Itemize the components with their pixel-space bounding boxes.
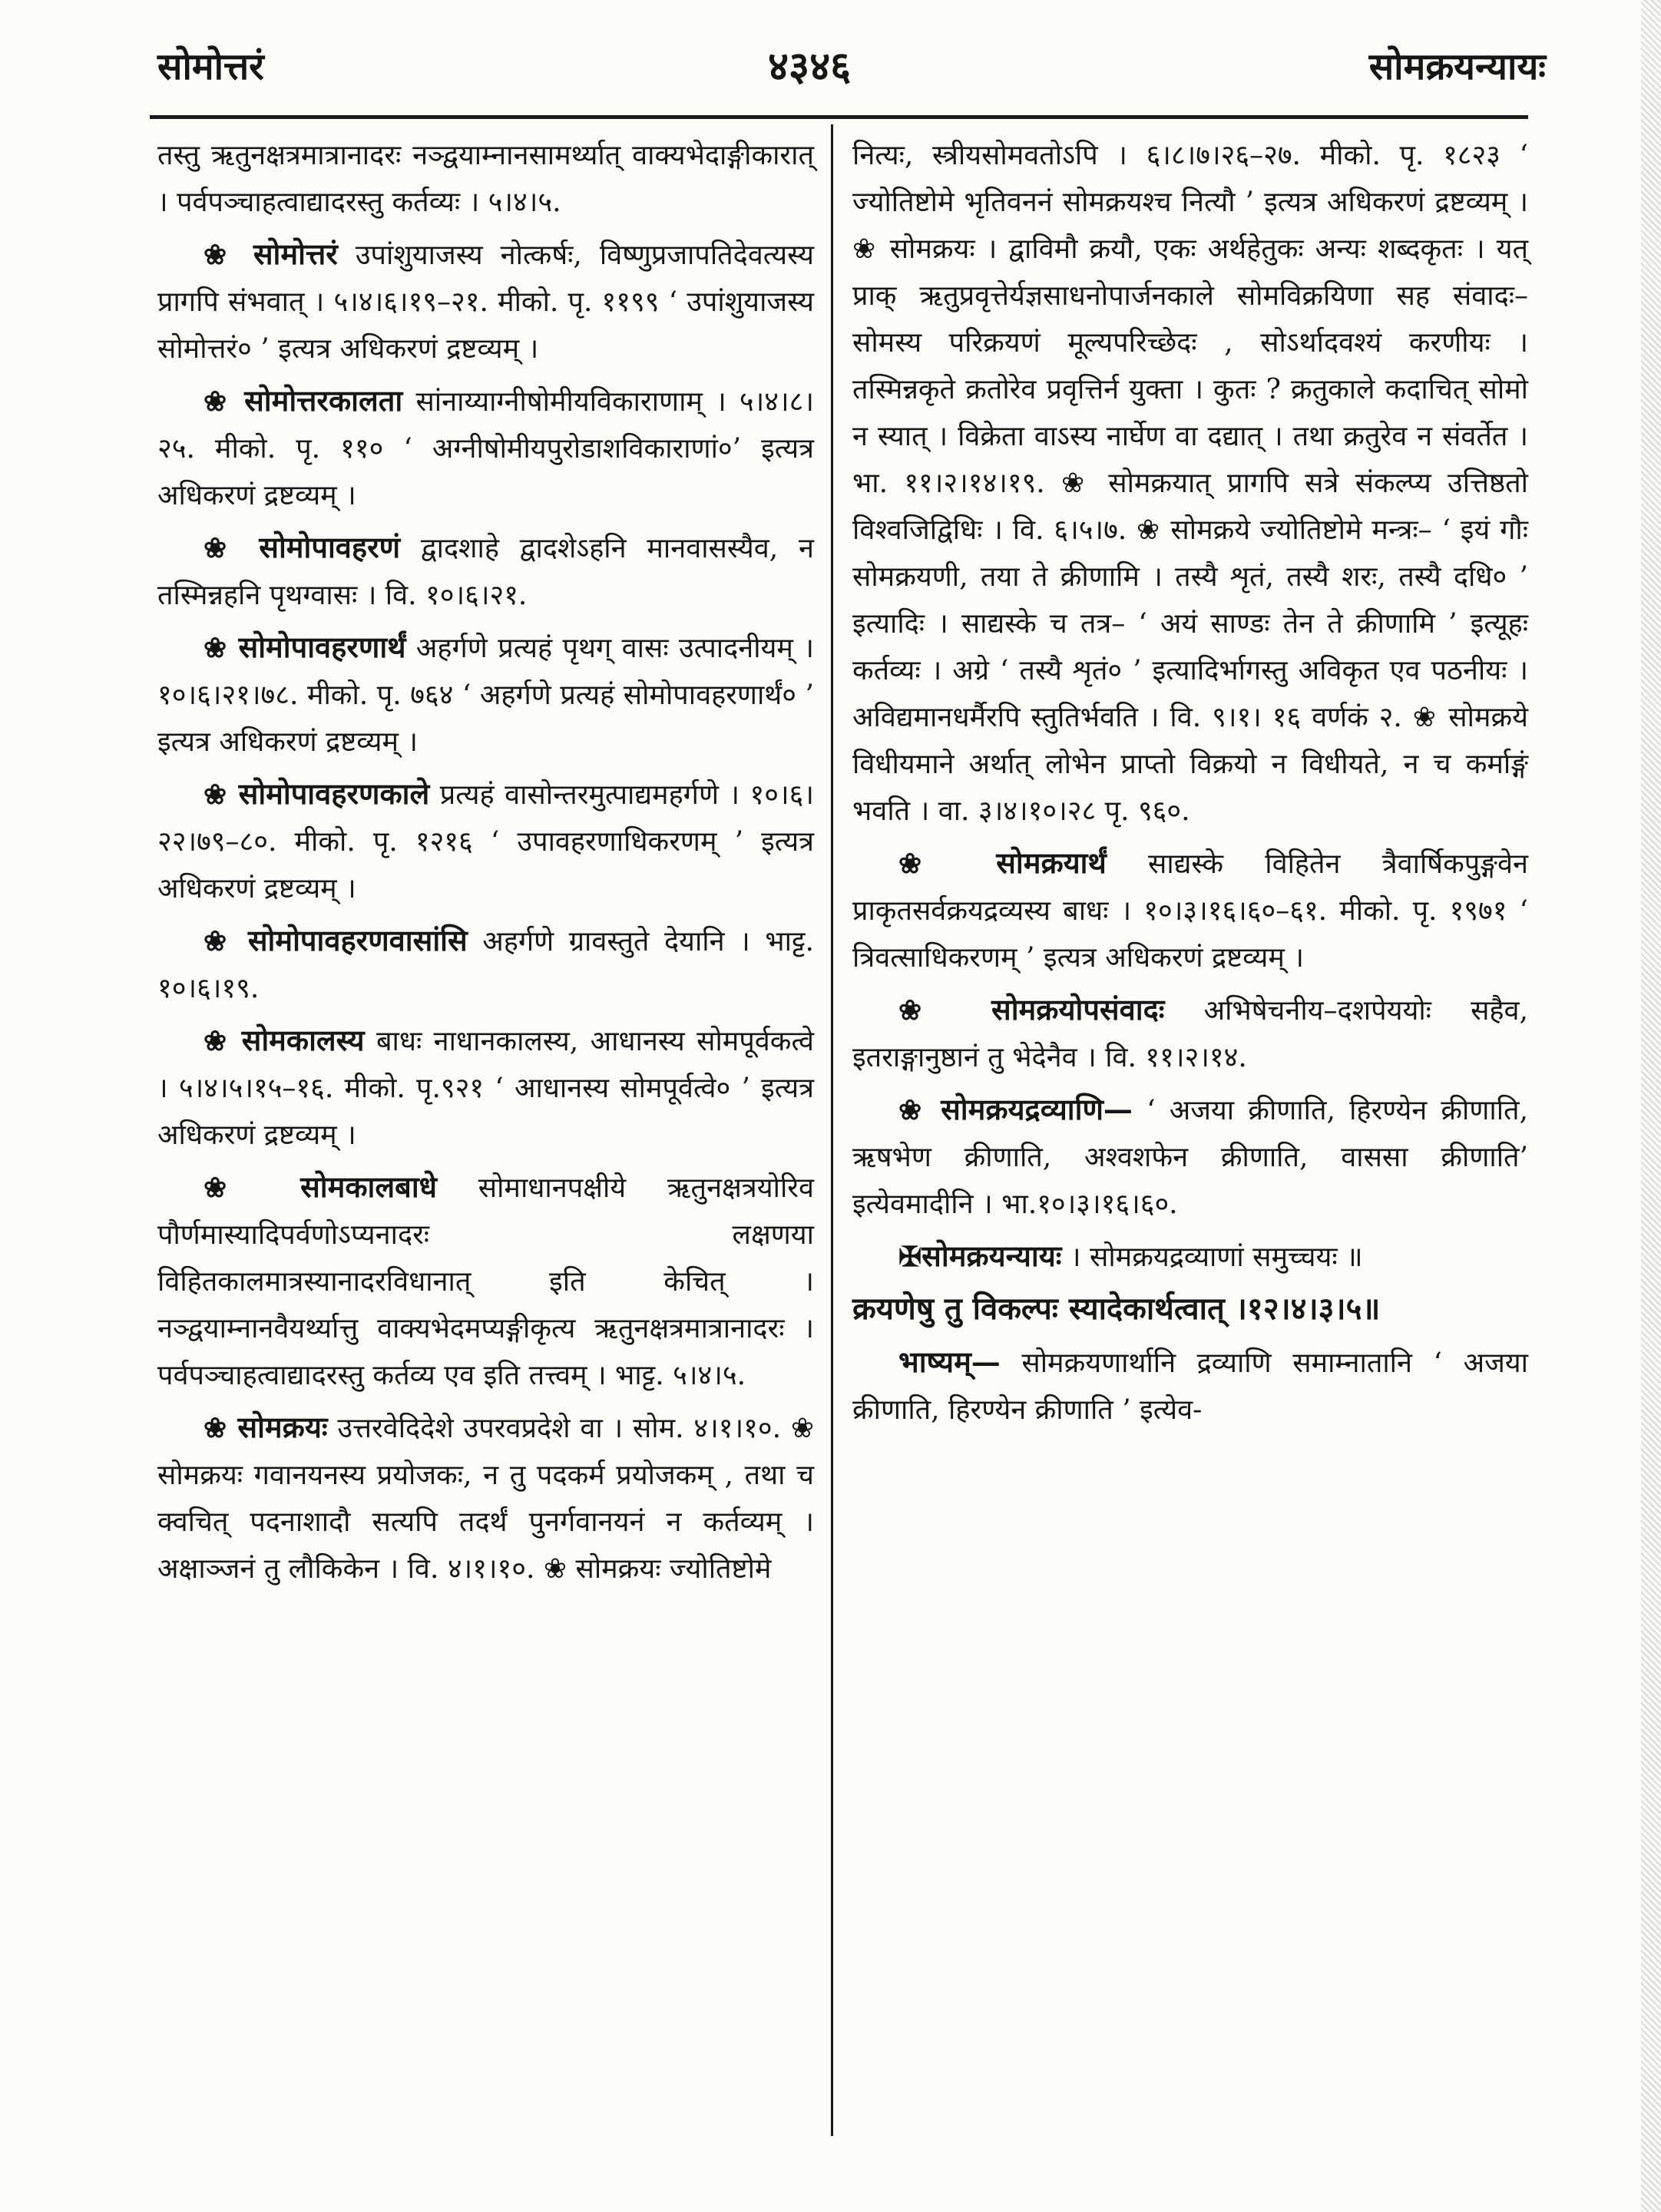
entry-text: उत्तरवेदिदेशे उपरवप्रदेशे वा । सोम. ४।१।१०. ❀ सोमक्रयः गवानयनस्य प्रयोजकः, न तु पदकर्म प्रयोजकम् , तथा च क्वचित् पदनाशादौ सत्यपि तदर्थं पुनर्गवानयनं न कर्तव्यम् । अक्षाञ्जनं तु लौकिकेन । वि. ४।१।१०. ❀ सोमक्रयः ज्योतिष्टोमे xyxy=(157,1413,815,1585)
entry-paragraph xyxy=(157,377,814,519)
entry-paragraph xyxy=(852,839,1528,981)
entry-headword: सोमोपावहरणवासांसि xyxy=(247,923,468,957)
flower-mark-icon: ❀ xyxy=(203,1025,230,1057)
entry-text: तस्तु ऋतुनक्षत्रमात्रानादरः नञ्द्वयाम्नानसामर्थ्यात् वाक्यभेदाङ्गीकारात् । पर्वपञ्चाहत्वाद्यादरस्तु कर्तव्यः । ५।४।५. xyxy=(157,140,814,218)
running-head-left: सोमोत्तरं xyxy=(157,45,264,88)
entry-text: द्वादशाहे द्वादशेऽहनि मानवासस्यैव, न तस्मिन्नहनि पृथग्वासः । वि. १०।६।२१. xyxy=(157,533,814,611)
right-column xyxy=(852,132,1528,1438)
entry-paragraph xyxy=(157,524,814,619)
entry-paragraph xyxy=(157,1404,814,1592)
entry-text: नित्यः, स्त्रीयसोमवतोऽपि । ६।८।७।२६–२७. मीको. पृ. १८२३ ‘ ज्योतिष्टोमे भृतिवननं सोमक्रयश्च नित्यौ ’ इत्यत्र अधिकरणं द्रष्टव्यम् । ❀ सोमक्रयः । द्वाविमौ क्रयौ, एकः अर्थहेतुकः अन्यः शब्दकृतः । यत् प्राक् ऋतुप्रवृत्तेर्यज्ञसाधनोपार्जनकाले सोमविक्रयिणा सह संवादः– सोमस्य परिक्रयणं मूल्यपरिच्छेदः , सोऽर्थादवश्यं करणीयः । तस्मिन्नकृते क्रतोरेव प्रवृत्तिर्न युक्ता । कुतः ? क्रतुकाले कदाचित् सोमो न स्यात् । विक्रेता वाऽस्य नार्घेण वा दद्यात् । तथा क्रतुरेव न संवर्तेत । भा. ११।२।१४।१९. ❀ सोमक्रयात् प्रागपि सत्रे संकल्प्य उत्तिष्ठतो विश्वजिद्विधिः । वि. ६।५।७. ❀ सोमक्रये ज्योतिष्टोमे मन्त्रः– ‘ इयं गौः सोमक्रयणी, तया ते क्रीणामि । तस्यै शृतं, तस्यै शरः, तस्यै दधि० ’ इत्यादिः । साद्यस्के च तत्र– ‘ अयं साण्डः तेन ते क्रीणामि ’ इत्यूहः कर्तव्यः । अग्रे ‘ तस्यै शृतं० ’ इत्यादिर्भागस्तु अविकृत एव पठनीयः । अविद्यमानधर्मैरपि स्तुतिर्भवति । वि. ९।१। १६ वर्णकं २. ❀ सोमक्रये विधीयमाने अर्थात् लोभेन प्राप्तो विक्रयो न विधीयते, न च कर्माङ्गं भवति । वा. ३।४।१०।२८ पृ. ९६०. xyxy=(852,140,1528,827)
entry-headword: सोमकालस्य xyxy=(241,1023,365,1057)
page-edge-texture xyxy=(1641,0,1661,2212)
entry-headword: सोमक्रयोपसंवादः xyxy=(991,992,1165,1027)
entry-paragraph xyxy=(852,986,1528,1081)
flower-mark-icon: ❀ xyxy=(203,239,236,271)
cross-mark-icon: ✠ xyxy=(898,1241,922,1273)
entry-text: ‘ अजया क्रीणाति, हिरण्येन क्रीणाति, ऋषभेण क्रीणाति, अश्वशफेन क्रीणाति, वाससा क्रीणाति’ इत्येवमादीनि । भा.१०।३।१६।६०. xyxy=(852,1095,1528,1220)
entry-text: सांनाय्याग्नीषोमीयविकाराणाम् । ५।४।८।२५. मीको. पृ. ११० ‘ अग्नीषोमीयपुरोडाशविकाराणां०’ इत्यत्र अधिकरणं द्रष्टव्यम् । xyxy=(157,386,814,511)
nyaya-heading xyxy=(852,1232,1528,1281)
nyaya-title: सोमक्रयन्यायः xyxy=(921,1238,1062,1273)
bhashya-text: सोमक्रयणार्थानि द्रव्याणि समाम्नातानि ‘ अजया क्रीणाति, हिरण्येन क्रीणाति ’ इत्येव- xyxy=(852,1347,1528,1426)
entry-text: अहर्गणे ग्रावस्तुते देयानि । भाट्ट. १०।६।१९. xyxy=(157,926,814,1004)
entry-text: बाधः नाधानकालस्य, आधानस्य सोमपूर्वकत्वे । ५।४।५।१५–१६. मीको. पृ.९२१ ‘ आधानस्य सोमपूर्वत्वे० ’ इत्यत्र अधिकरणं द्रष्टव्यम् । xyxy=(157,1026,814,1151)
entry-headword: सोमोत्तरकालता xyxy=(244,383,403,418)
entry-headword: सोमक्रयद्रव्याणि— xyxy=(941,1092,1133,1126)
entry-paragraph xyxy=(157,623,814,765)
flower-mark-icon: ❀ xyxy=(203,632,229,664)
entry-paragraph xyxy=(157,917,814,1012)
entry-text: सोमाधानपक्षीये ऋतुनक्षत्रयोरिव पौर्णमास्यादिपर्वणोऽप्यनादरः लक्षणया विहितकालमात्रस्यानादरविधानात् इति केचित् । नञ्द्वयाम्नानवैयर्थ्यात्तु वाक्यभेदमप्यङ्गीकृत्य ऋतुनक्षत्रमात्रानादरः । पर्वपञ्चाहत्वाद्यादरस्तु कर्तव्य एव इति तत्त्वम् । भाट्ट. ५।४।५. xyxy=(157,1172,815,1391)
page-header xyxy=(0,0,1661,115)
entry-paragraph xyxy=(852,1086,1528,1228)
entry-paragraph xyxy=(157,230,814,372)
entry-headword: सोमक्रयार्थं xyxy=(996,845,1107,880)
entry-text: उपांशुयाजस्य नोत्कर्षः, विष्णुप्रजापतिदेवत्यस्य प्रागपि संभवात् । ५।४।६।१९–२१. मीको. पृ. ११९९ ‘ उपांशुयाजस्य सोमोत्तरं० ’ इत्यत्र अधिकरणं द्रष्टव्यम् । xyxy=(157,240,814,365)
sutra-line: क्रयणेषु तु विकल्पः स्यादेकार्थत्वात् ।१२।४।३।५॥ xyxy=(852,1291,1381,1327)
flower-mark-icon: ❀ xyxy=(898,994,952,1027)
entry-text: अभिषेचनीय–दशपेययोः सहैव, इतराङ्गानुष्ठानं तु भेदेनैव । वि. ११।२।१४. xyxy=(852,995,1528,1073)
flower-mark-icon: ❀ xyxy=(203,1412,228,1444)
bhashya-label: भाष्यम्— xyxy=(898,1344,1001,1379)
entry-headword: सोमक्रयः xyxy=(237,1410,328,1444)
entry-paragraph xyxy=(852,132,1528,835)
entry-headword: सोमोपावहरणं xyxy=(259,530,401,564)
entry-headword: सोमोत्तरं xyxy=(253,236,338,271)
entry-paragraph xyxy=(157,132,814,226)
entry-paragraph xyxy=(157,1017,814,1159)
entry-text: साद्यस्के विहितेन त्रैवार्षिकपुङ्गवेन प्राकृतसर्वक्रयद्रव्यस्य बाधः । १०।३।१६।६०–६१. मीको. पृ. १९७१ ‘ त्रिवत्साधिकरणम् ’ इत्यत्र अधिकरणं द्रष्टव्यम् । xyxy=(852,848,1528,974)
left-column xyxy=(157,132,814,1597)
flower-mark-icon: ❀ xyxy=(898,1094,927,1126)
flower-mark-icon: ❀ xyxy=(203,532,239,564)
sutra-text xyxy=(852,1285,1528,1334)
flower-mark-icon: ❀ xyxy=(203,779,229,811)
bhashya-paragraph xyxy=(852,1338,1528,1433)
entry-paragraph xyxy=(157,770,814,912)
flower-mark-icon: ❀ xyxy=(203,1172,260,1204)
entry-headword: सोमोपावहरणार्थं xyxy=(238,630,406,664)
column-divider xyxy=(831,124,833,2136)
flower-mark-icon: ❀ xyxy=(898,848,955,880)
entry-text: प्रत्यहं वासोन्तरमुत्पाद्यमहर्गणे । १०।६।२२।७९–८०. मीको. पृ. १२१६ ‘ उपावहरणाधिकरणम् ’ इत्यत्र अधिकरणं द्रष्टव्यम् । xyxy=(157,779,814,904)
nyaya-subtitle: । सोमक्रयद्रव्याणां समुच्चयः ॥ xyxy=(1070,1242,1363,1273)
header-rule xyxy=(150,115,1528,119)
flower-mark-icon: ❀ xyxy=(203,385,231,418)
flower-mark-icon: ❀ xyxy=(203,925,233,957)
entry-paragraph xyxy=(157,1163,814,1399)
page-number: ४३४६ xyxy=(768,43,852,90)
running-head-right: सोमक्रयन्यायः xyxy=(1368,45,1546,88)
entry-text: अहर्गणे प्रत्यहं पृथग् वासः उत्पादनीयम् । १०।६।२१।७८. मीको. पृ. ७६४ ‘ अहर्गणे प्रत्यहं सोमोपावहरणार्थं० ’ इत्यत्र अधिकरणं द्रष्टव्यम् । xyxy=(157,633,814,758)
entry-headword: सोमकालबाधे xyxy=(300,1169,438,1204)
entry-headword: सोमोपावहरणकाले xyxy=(238,776,430,811)
